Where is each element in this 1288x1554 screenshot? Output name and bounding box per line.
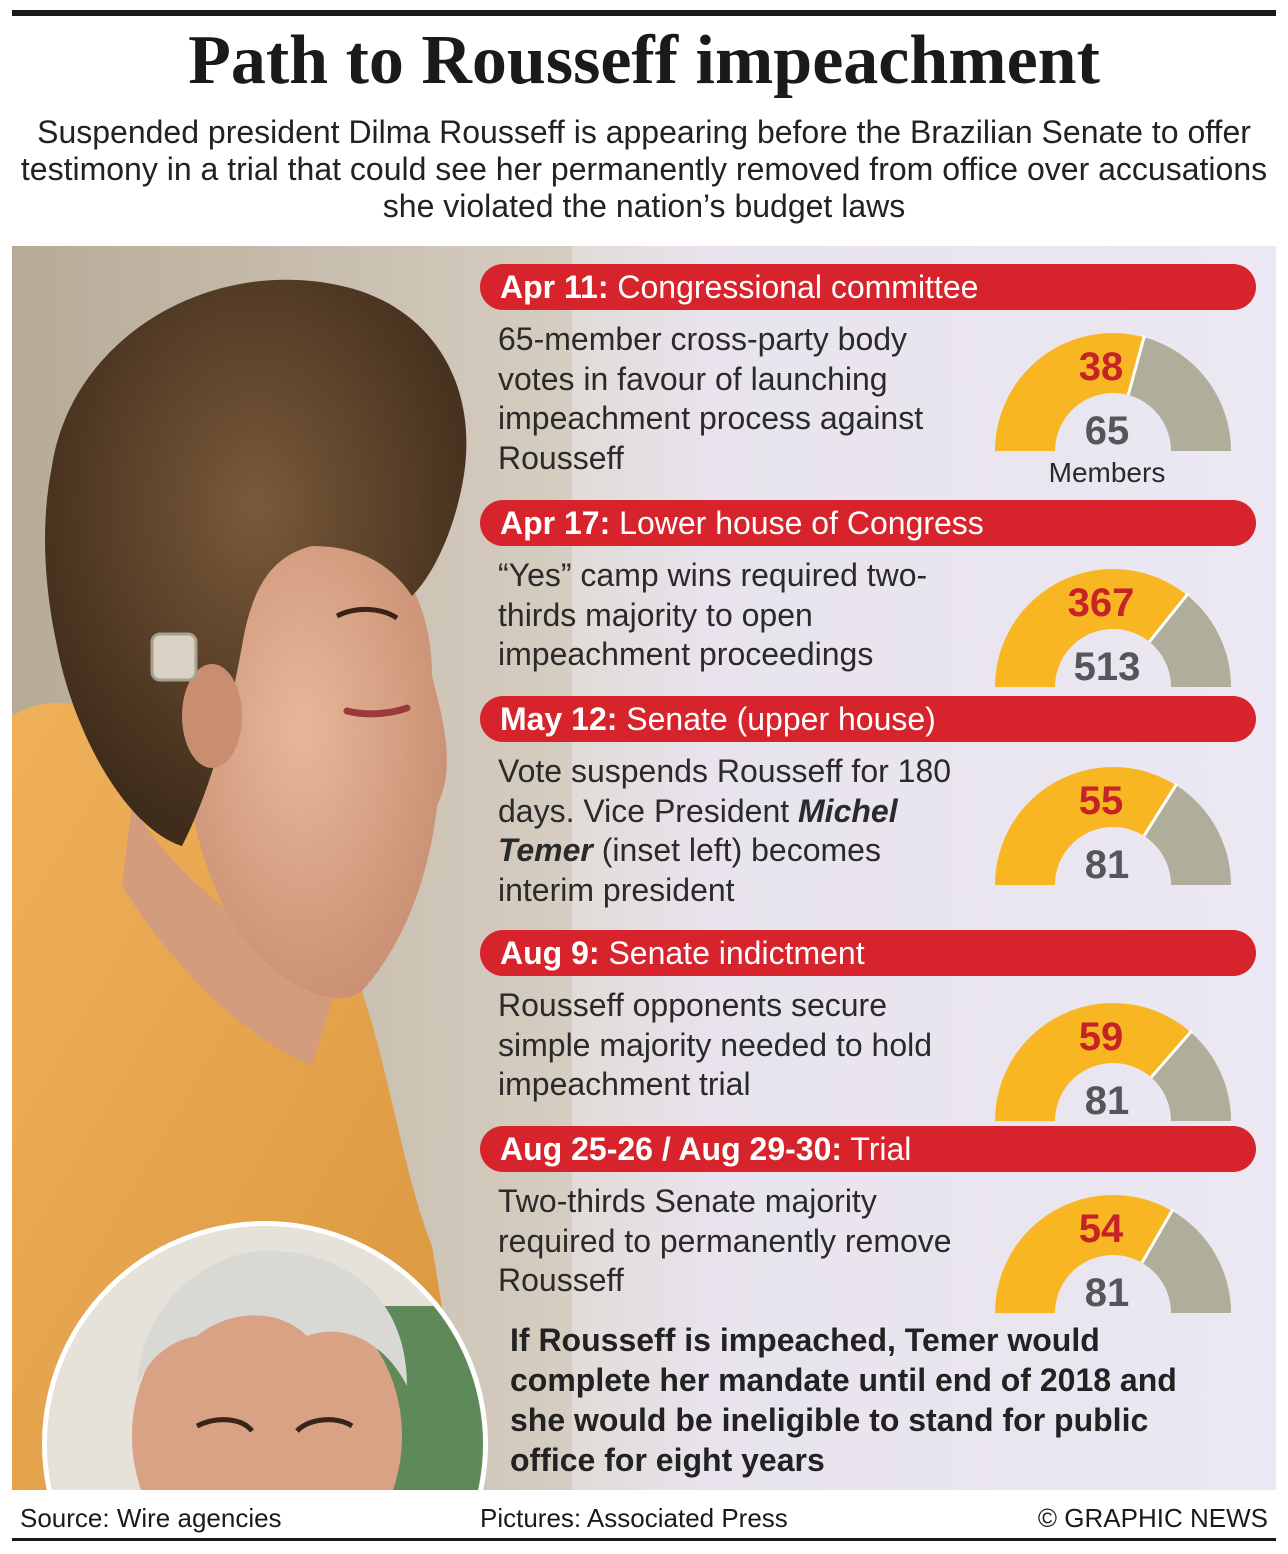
total-value: 65 <box>1084 409 1130 453</box>
copyright-credit: © GRAPHIC NEWS <box>1037 1503 1268 1533</box>
michel-temer-name: Michel Temer <box>498 792 898 868</box>
event-may-12 <box>480 696 1256 908</box>
votes-value: 38 <box>1078 345 1124 389</box>
event-aug-9 <box>480 930 1256 1123</box>
event-date: Apr 17: <box>500 505 611 541</box>
page-title: Path to Rousseff impeachment <box>188 22 1100 99</box>
event-header <box>480 264 1256 310</box>
page-subtitle: Suspended president Dilma Rousseff is appearing before the Brazilian Senate to offer testimony in a trial that could see her permanently removed from office over accusations she violated the nation’s budget laws <box>20 114 1268 224</box>
conclusion-text: If Rousseff is impeached, Temer would complete her mandate until end of 2018 and she would be ineligible to stand for public office for eight years <box>510 1322 1177 1478</box>
footer-rule <box>12 1538 1276 1541</box>
event-date: Apr 11: <box>500 269 609 305</box>
total-label: Members <box>1048 457 1166 488</box>
event-heading: Trial <box>842 1131 912 1167</box>
event-header <box>480 930 1256 976</box>
event-description: “Yes” camp wins required two-thirds majority to open impeachment proceedings <box>498 557 928 672</box>
event-description: Rousseff opponents secure simple majority needed to hold impeachment trial <box>498 987 933 1102</box>
event-description <box>498 752 968 910</box>
event-date: Aug 25-26 / Aug 29-30: <box>500 1131 843 1167</box>
total-value: 81 <box>1084 1079 1130 1123</box>
total-value: 513 <box>1073 645 1141 689</box>
vote-gauge <box>985 760 1245 930</box>
event-heading: Senate indictment <box>599 935 865 971</box>
vote-gauge <box>985 326 1245 496</box>
event-header <box>480 500 1256 546</box>
votes-value: 59 <box>1078 1015 1124 1059</box>
event-heading: Lower house of Congress <box>610 505 984 541</box>
description-text: (inset left) becomes interim president <box>498 832 881 908</box>
event-date: Aug 9: <box>500 935 600 971</box>
votes-value: 54 <box>1078 1207 1124 1251</box>
event-heading: Congressional committee <box>608 269 979 305</box>
votes-value: 55 <box>1078 779 1124 823</box>
description-text: Vote suspends Rousseff for 180 days. Vice President <box>498 753 952 829</box>
pictures-credit: Pictures: Associated Press <box>480 1503 788 1533</box>
event-date: May 12: <box>500 701 618 737</box>
gauge-rest-segment <box>1128 337 1231 451</box>
event-description: Two-thirds Senate majority required to permanently remove Rousseff <box>498 1183 952 1298</box>
total-value: 81 <box>1084 1271 1130 1315</box>
votes-value: 367 <box>1067 581 1135 625</box>
event-heading: Senate (upper house) <box>617 701 936 737</box>
top-rule <box>12 10 1276 16</box>
source-credit: Source: Wire agencies <box>20 1503 282 1533</box>
event-header <box>480 696 1256 742</box>
event-apr-11 <box>480 264 1256 488</box>
event-apr-17 <box>480 500 1256 689</box>
event-description: 65-member cross-party body votes in favour of launching impeachment process against Rousseff <box>498 321 924 476</box>
total-value: 81 <box>1084 843 1130 887</box>
event-trial <box>480 1126 1256 1315</box>
event-header <box>480 1126 1256 1172</box>
